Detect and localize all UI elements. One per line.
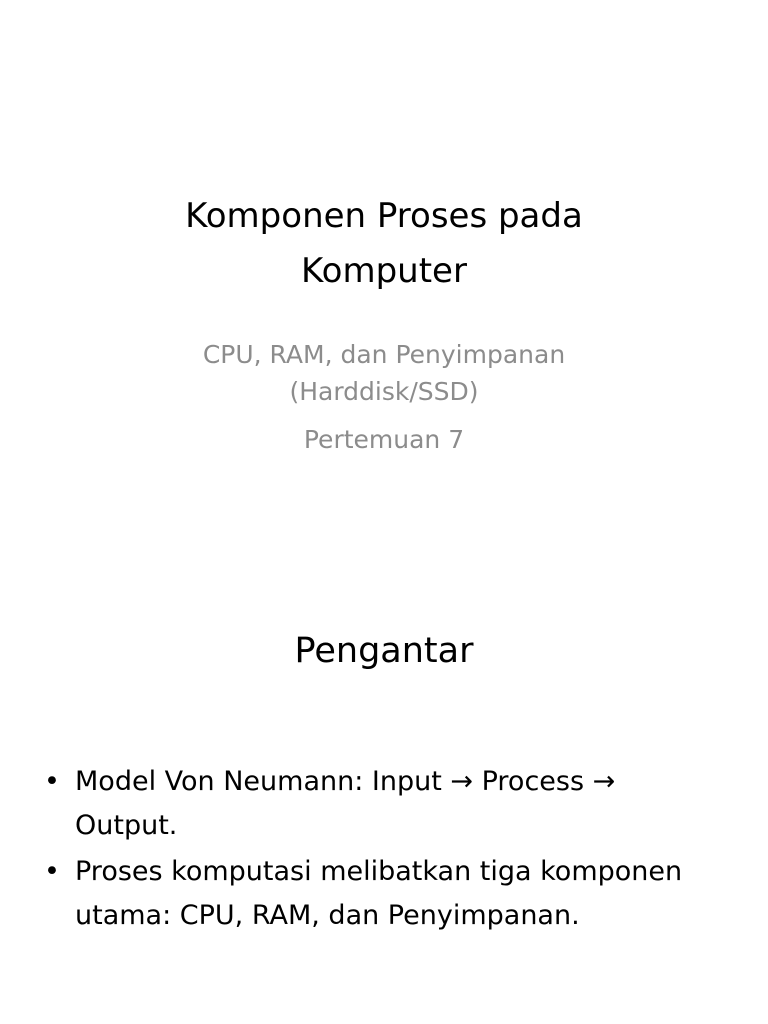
title-line-2: Komputer <box>301 251 467 291</box>
list-item <box>40 760 720 848</box>
intro-slide <box>0 576 768 1024</box>
slide-title: Pengantar <box>294 631 474 671</box>
bullet-text: Model Von Neumann: Input → Process → Output. <box>75 766 616 841</box>
bullet-icon: • <box>44 766 60 797</box>
subtitle-line-1: CPU, RAM, dan Penyimpanan <box>202 340 566 369</box>
title-line-1: Komponen Proses pada <box>185 196 583 236</box>
bullet-text: Proses komputasi melibatkan tiga komponen utama: CPU, RAM, dan Penyimpanan. <box>75 856 683 931</box>
bullet-icon: • <box>44 856 60 887</box>
subtitle-block <box>0 336 768 458</box>
list-item <box>40 850 720 938</box>
subtitle-line-2: (Harddisk/SSD) <box>289 377 479 406</box>
bullet-list <box>40 760 720 940</box>
meeting-label: Pertemuan 7 <box>303 425 465 454</box>
slide-title <box>0 189 768 299</box>
